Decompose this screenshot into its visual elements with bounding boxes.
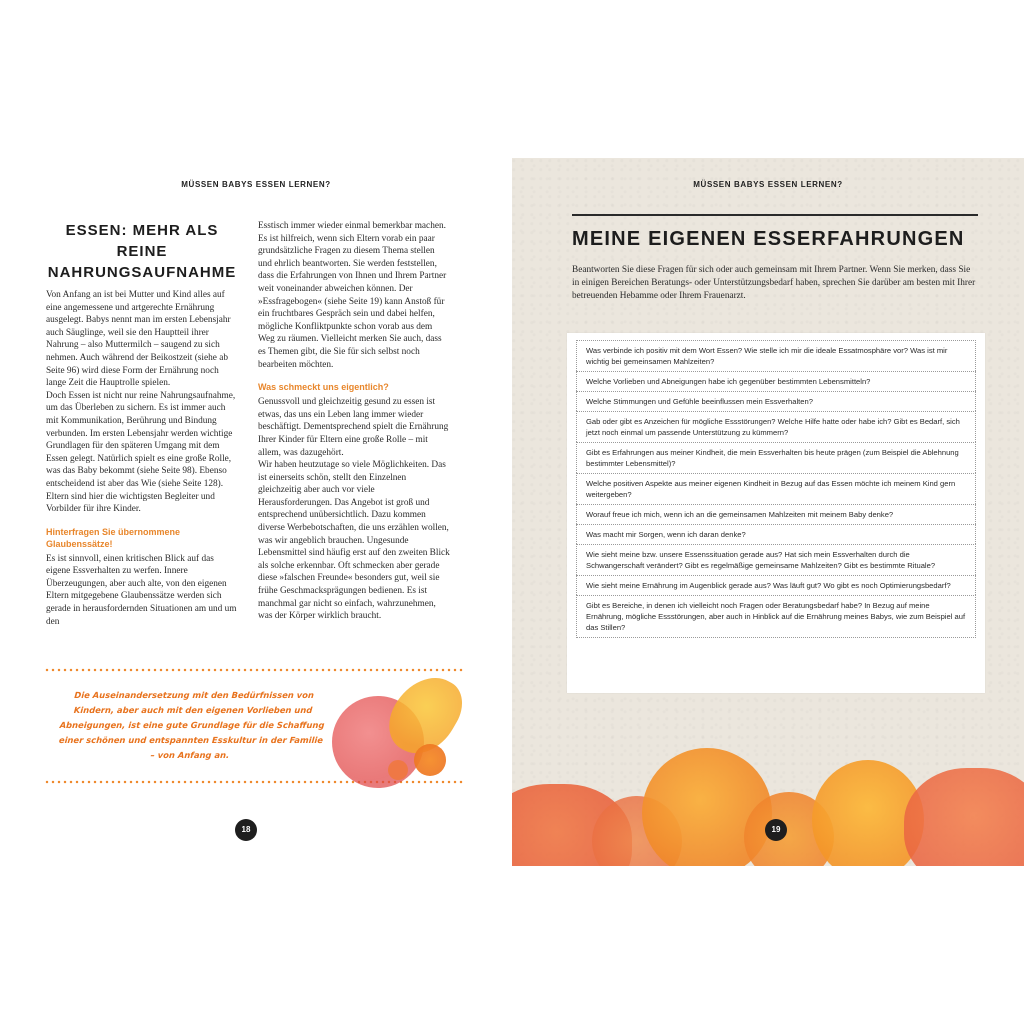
watercolor-blob-small [388,760,408,780]
paragraph: Doch Essen ist nicht nur reine Nahrungsaufnahme, um das Überleben zu sichern. Es ist immer auch mit Kommunikation, Berührung und Bindung verbunden. Im ersten Lebensjahr werden wichtige Grundlagen für den späteren Umgang mit dem Essen gelegt. Natürlich spielt es eine große Rolle, was das Baby bekommt (siehe Seite 98). Ebenso entscheidend ist aber das Wie (siehe Seite 128). Eltern sind hier die wichtigsten Begleiter und Vorbilder für ihre Kinder. [46,390,236,515]
question-item: Was macht mir Sorgen, wenn ich daran denke? [576,524,976,544]
left-page [0,158,512,866]
question-item: Welche positiven Aspekte aus meiner eigenen Kindheit in Bezug auf das Essen möchte ich meinem Kind gern weitergeben? [576,473,976,504]
question-item: Was verbinde ich positiv mit dem Wort Essen? Wie stelle ich mir die ideale Essatmosphäre vor? Was ist mir wichtig bei gemeinsamen Mahlzeiten? [576,340,976,371]
page-number: 18 [235,819,257,841]
left-column [46,220,238,628]
questionnaire-card [567,333,985,693]
page-title: MEINE EIGENEN ESSERFAHRUNGEN [572,228,965,250]
question-item: Welche Vorlieben und Abneigungen habe ich gegenüber bestimmten Lebensmitteln? [576,371,976,391]
right-column [258,220,450,623]
question-item: Welche Stimmungen und Gefühle beeinflussen mein Essverhalten? [576,391,976,411]
running-head-left: MÜSSEN BABYS ESSEN LERNEN? [181,180,331,189]
question-item: Wie sieht meine Ernährung im Augenblick gerade aus? Was läuft gut? Wo gibt es noch Optimierungsbedarf? [576,575,976,595]
question-item: Wie sieht meine bzw. unsere Essenssituation gerade aus? Hat sich mein Essverhalten durch die Schwangerschaft verändert? Gibt es regelmäßige gemeinsame Mahlzeiten? Gibt es bestimmte Rituale? [576,544,976,575]
watercolor-decoration [512,748,1024,866]
title-rule [572,214,978,216]
paragraph: Wir haben heutzutage so viele Möglichkeiten. Das ist einerseits schön, stellt den Einzelnen gleichzeitig aber auch vor viele Herausforderungen. Das Angebot ist groß und entsprechend unübersichtlich. Dazu kommen diverse Werbebotschaften, die uns erzählen wollen, was wir angeblich brauchen. Ungesunde Lebensmittel sind häufig erst auf den zweiten Blick als solche erkennbar. Oft schmecken aber gerade diese »falschen Freunde« besonders gut, weil sie frühe Geschmacksprägungen bedienen. Es ist manchmal gar nicht so einfach, wahrzunehmen, was der Körper wirklich braucht. [258,460,450,622]
pull-quote: Die Auseinandersetzung mit den Bedürfnissen von Kindern, aber auch mit den eigenen Vorlieben und Abneigungen, ist eine gute Grundlage für die Schaffung einer schönen und entspannten Esskultur in der Familie – von Anfang an. [58,690,325,760]
question-item: Gibt es Erfahrungen aus meiner Kindheit, die mein Essverhalten bis heute prägen (zum Beispiel die Ablehnung bestimmter Lebensmittel)? [576,442,976,473]
paragraph: Esstisch immer wieder einmal bemerkbar machen. Es ist hilfreich, wenn sich Eltern vorab ein paar grundsätzliche Fragen zu diesem Thema stellen und ehrlich beantworten. Sie werden feststellen, dass die Erfahrungen von Ihnen und Ihrem Partner weit voneinander abweichen können. Der »Essfragebogen« (siehe Seite 19) kann Anstoß für ein fruchtbares Gespräch sein und dabei helfen, mögliche Konfliktpunkte schon vorab aus dem Weg zu räumen. Vielleicht merken Sie auch, dass es Themen gibt, die Sie für sich selbst noch bearbeiten möchten. [258,221,447,370]
question-item: Gibt es Bereiche, in denen ich vielleicht noch Fragen oder Beratungsbedarf habe? In Bezug auf meine Ernährung, mögliche Essstörungen, aber auch in Hinblick auf die Ernährung meines Babys, wie zum Beispiel auf das Stillen? [576,595,976,638]
paragraph: Von Anfang an ist bei Mutter und Kind alles auf eine angemessene und artgerechte Ernährung ausgelegt. Babys nennt man im ersten Lebensjahr auch Säuglinge, weil sie den Hauptteil ihrer Nahrung – also Muttermilch – saugend zu sich nehmen. Auch während der Beikostzeit (siehe ab Seite 96) wird diese Form der Ernährung noch lange Zeit die Hauptrolle spielen. [46,290,231,389]
paragraph: Genussvoll und gleichzeitig gesund zu essen ist etwas, das uns ein Leben lang immer wieder beschäftigt. Dementsprechend spielt die Ernährung Ihrer Kinder für Eltern eine große Rolle – mit allem, was dazugehört. [258,397,449,458]
page-number: 19 [765,819,787,841]
watercolor-blob [904,768,1024,866]
paragraph: Es ist sinnvoll, einen kritischen Blick auf das eigene Essverhalten zu werfen. Innere Überzeugungen, aber auch alte, von den eigenen Eltern mitgegebene Glaubenssätze werden sich gerade in herausfordernden Situationen am und um den [46,553,237,627]
subheading: Hinterfragen Sie übernommene Glaubenssätze! [46,526,181,549]
right-page [512,158,1024,866]
subheading: Was schmeckt uns eigentlich? [258,382,389,393]
question-item: Worauf freue ich mich, wenn ich an die gemeinsamen Mahlzeiten mit meinem Baby denke? [576,504,976,524]
intro-text: Beantworten Sie diese Fragen für sich oder auch gemeinsam mit Ihrem Partner. Wenn Sie merken, dass Sie in einigen Bereichen Beratungs- oder Unterstützungsbedarf haben, sprechen Sie darüber am besten mit Ihrer betreuenden Hebamme oder Ihrem Frauenarzt. [572,265,976,302]
quote-box [44,662,456,784]
page-heading: ESSEN: MEHR ALS REINE NAHRUNGSAUFNAHME [47,222,237,281]
dotted-divider-top [44,668,464,672]
watercolor-blob-orange [414,744,446,776]
question-list [576,340,976,638]
running-head-right: MÜSSEN BABYS ESSEN LERNEN? [693,180,843,189]
question-item: Gab oder gibt es Anzeichen für mögliche Essstörungen? Welche Hilfe hatte oder habe ich? Gibt es Bedarf, sich jetzt noch einmal um passende Unterstützung zu kümmern? [576,411,976,442]
